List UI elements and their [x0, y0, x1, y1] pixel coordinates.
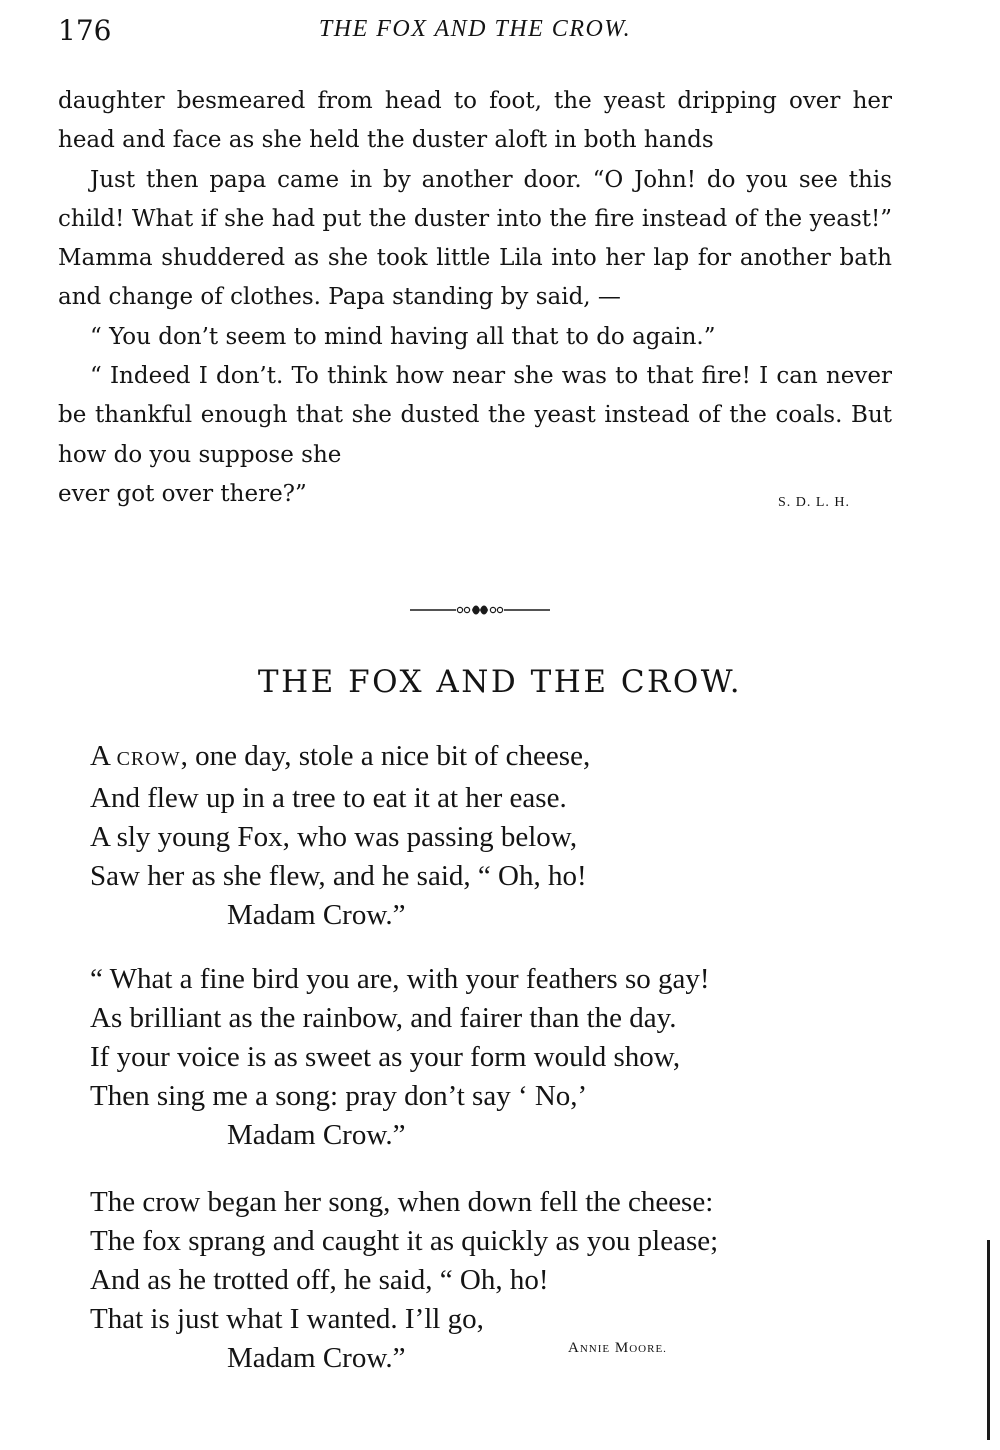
author-initial: A [568, 1340, 580, 1356]
page-number: 176 [58, 14, 112, 47]
poem-line: Saw her as she flew, and he said, “ Oh, ho! [90, 860, 587, 892]
section-divider-ornament [410, 600, 550, 620]
page-edge-shadow [987, 1240, 990, 1440]
poem-line: And as he trotted off, he said, “ Oh, ho! [90, 1264, 549, 1296]
paragraph: “ You don’t seem to mind having all that to do again.” [90, 323, 716, 350]
running-head [58, 14, 892, 50]
poem-line: And flew up in a tree to eat it at her ease. [90, 782, 567, 814]
poem-line: A sly young Fox, who was passing below, [90, 821, 578, 853]
poem-stanza-1 [90, 737, 910, 935]
poem-line [90, 737, 910, 779]
author-initial: M [614, 1340, 630, 1356]
poem-line: As brilliant as the rainbow, and fairer than the day. [90, 1002, 677, 1034]
poem-text: A [90, 740, 110, 772]
poem-line: The crow began her song, when down fell the cheese: [90, 1186, 714, 1218]
poem-line: That is just what I wanted. I’ll go, [90, 1303, 484, 1335]
poem-stanza-3 [90, 1183, 910, 1378]
paragraph: “ Indeed I don’t. To think how near she was to that fire! I can never be thankful enough that she dusted the yeast instead of the coals. But how do you suppose she [58, 363, 892, 468]
poem-refrain: Madam Crow.” [227, 1119, 406, 1151]
poem-title: THE FOX AND THE CROW. [257, 664, 743, 700]
author-small-caps: OORE. [629, 1343, 667, 1355]
poem-line: “ What a fine bird you are, with your feathers so gay! [90, 963, 710, 995]
story-ending [58, 82, 892, 514]
poem-line: The fox sprang and caught it as quickly as you please; [90, 1225, 719, 1257]
paragraph-last-line [58, 475, 892, 514]
poem-line: Then sing me a song: pray don’t say ‘ No,’ [90, 1080, 588, 1112]
poem-refrain: Madam Crow.” [227, 1342, 406, 1374]
poem-author [568, 1329, 667, 1369]
paragraph: daughter besmeared from head to foot, the yeast dripping over her head and face as she held the duster aloft in both hands [58, 88, 892, 154]
author-small-caps: NNIE [579, 1343, 611, 1355]
running-title: THE FOX AND THE CROW. [318, 16, 632, 42]
paragraph: Just then papa came in by another door. “O John! do you see this child! What if she had put the duster into the fire instead of the yeast!” Mamma shuddered as she took little Lila into her lap for another bath and change of clothes. Papa standing by said, — [58, 166, 892, 311]
signature-initials: S. D. L. H. [777, 494, 850, 510]
poem-stanza-2 [90, 960, 910, 1155]
poem-text: , one day, stole a nice bit of cheese, [180, 740, 591, 772]
poem-refrain: Madam Crow.” [227, 899, 406, 931]
small-caps-word: CROW [116, 748, 181, 770]
poem-line: If your voice is as sweet as your form would show, [90, 1041, 681, 1073]
closing-quote-line: ever got over there?” [58, 480, 307, 507]
